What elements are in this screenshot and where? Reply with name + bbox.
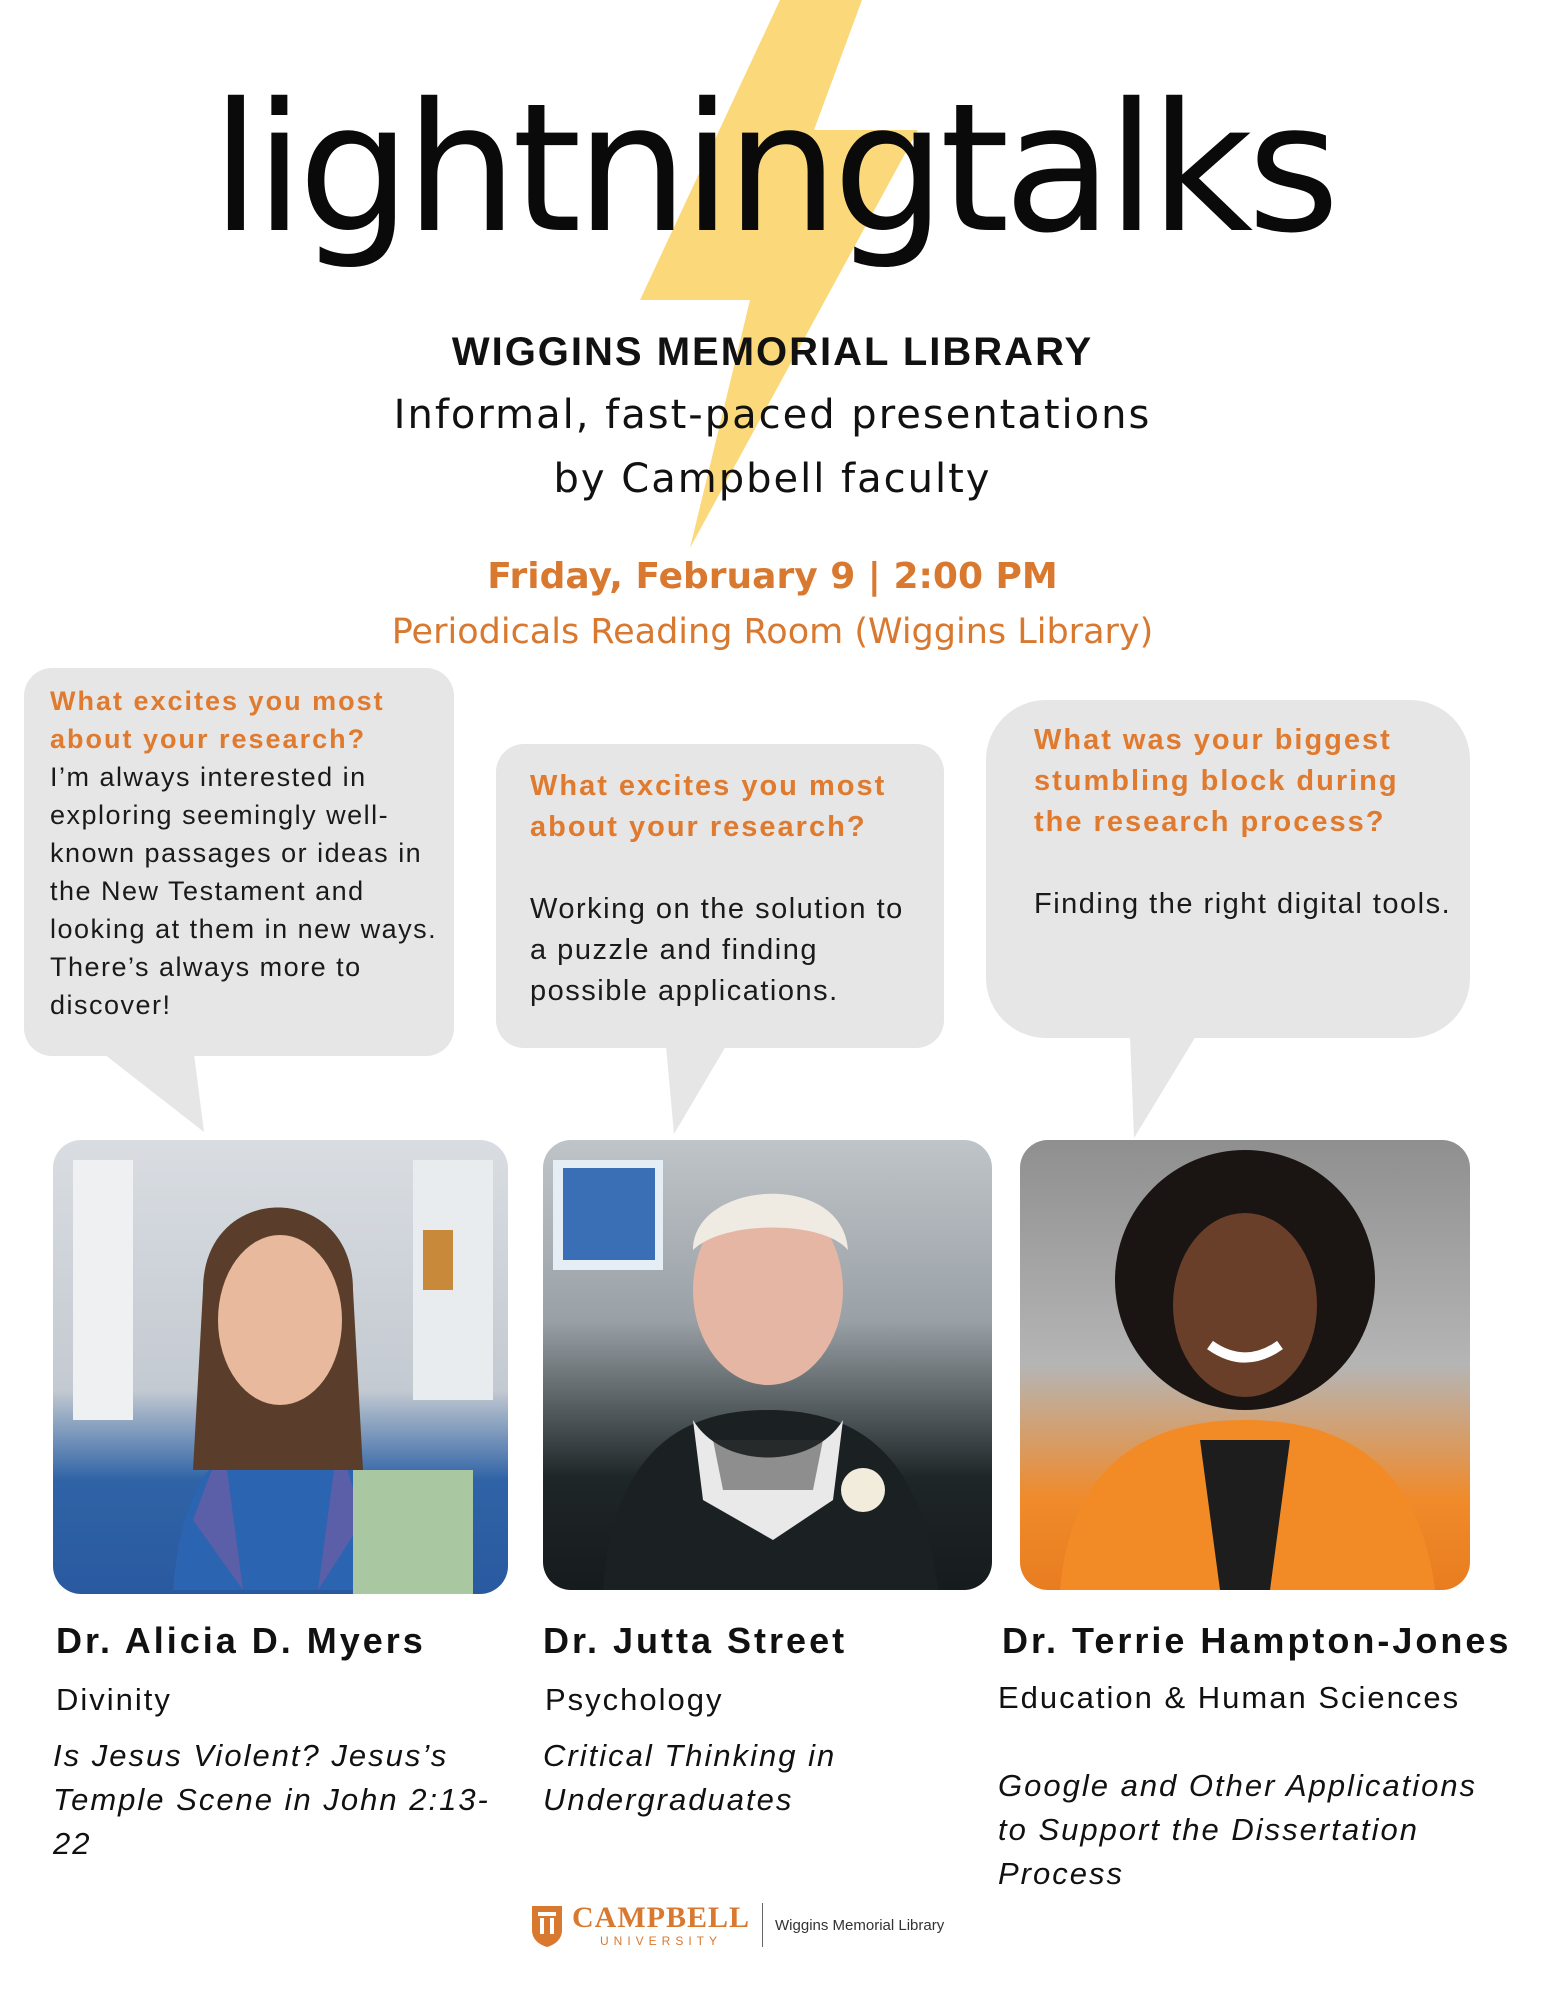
footer-logo (530, 1900, 944, 1950)
portrait-illustration (53, 1140, 508, 1594)
footer-divider (762, 1903, 763, 1947)
speaker-name: Dr. Jutta Street (543, 1620, 848, 1661)
event-date-time: Friday, February 9 | 2:00 PM (487, 556, 1058, 597)
bubble-answer: Finding the right digital tools. (1034, 888, 1452, 920)
speaker-department: Education & Human Sciences (998, 1680, 1461, 1715)
speaker-photo-1 (53, 1140, 508, 1594)
brand-name: CAMPBELL (572, 1901, 751, 1934)
tagline-line-2: by Campbell faculty (553, 456, 992, 502)
brand-subtitle: UNIVERSITY (600, 1934, 723, 1948)
talk-title: Google and Other Applications to Support the Dissertation Process (998, 1768, 1478, 1891)
tagline-line-1: Informal, fast-paced presentations (393, 392, 1152, 438)
portrait-illustration (543, 1140, 992, 1590)
speech-bubble-3 (986, 700, 1470, 1038)
bubble-question: What excites you most about your research? (530, 770, 887, 843)
bubble-answer: Working on the solution to a puzzle and finding possible applications. (530, 893, 904, 1007)
campbell-crest-icon (530, 1902, 564, 1948)
speaker-department: Psychology (545, 1682, 724, 1717)
event-location: Periodicals Reading Room (Wiggins Library) (391, 612, 1154, 652)
speech-bubble-2 (496, 744, 944, 1048)
speech-bubble-1 (24, 668, 454, 1056)
event-title: lightningtalks (211, 65, 1334, 272)
bubble-question: What excites you most about your research? (50, 686, 385, 754)
bubble-tail (104, 1054, 204, 1134)
bubble-answer: I’m always interested in exploring seemingly well-known passages or ideas in the New Testament and looking at them in new ways. There’s always more to discover! (50, 762, 438, 1020)
library-heading: WIGGINS MEMORIAL LIBRARY (451, 330, 1094, 374)
bubble-question: What was your biggest stumbling block during the research process? (1034, 724, 1399, 838)
footer-library-name: Wiggins Memorial Library (775, 1916, 945, 1934)
talk-title: Critical Thinking in Undergraduates (543, 1738, 837, 1817)
talk-title: Is Jesus Violent? Jesus’s Temple Scene in John 2:13-22 (53, 1738, 490, 1861)
portrait-illustration (1020, 1140, 1470, 1590)
speaker-department: Divinity (56, 1682, 172, 1717)
speaker-name: Dr. Terrie Hampton-Jones (1002, 1620, 1512, 1661)
speaker-photo-3 (1020, 1140, 1470, 1590)
speaker-photo-2 (543, 1140, 992, 1590)
bubble-tail (666, 1046, 736, 1136)
speaker-name: Dr. Alicia D. Myers (56, 1620, 426, 1661)
bubble-tail (1130, 1036, 1200, 1140)
